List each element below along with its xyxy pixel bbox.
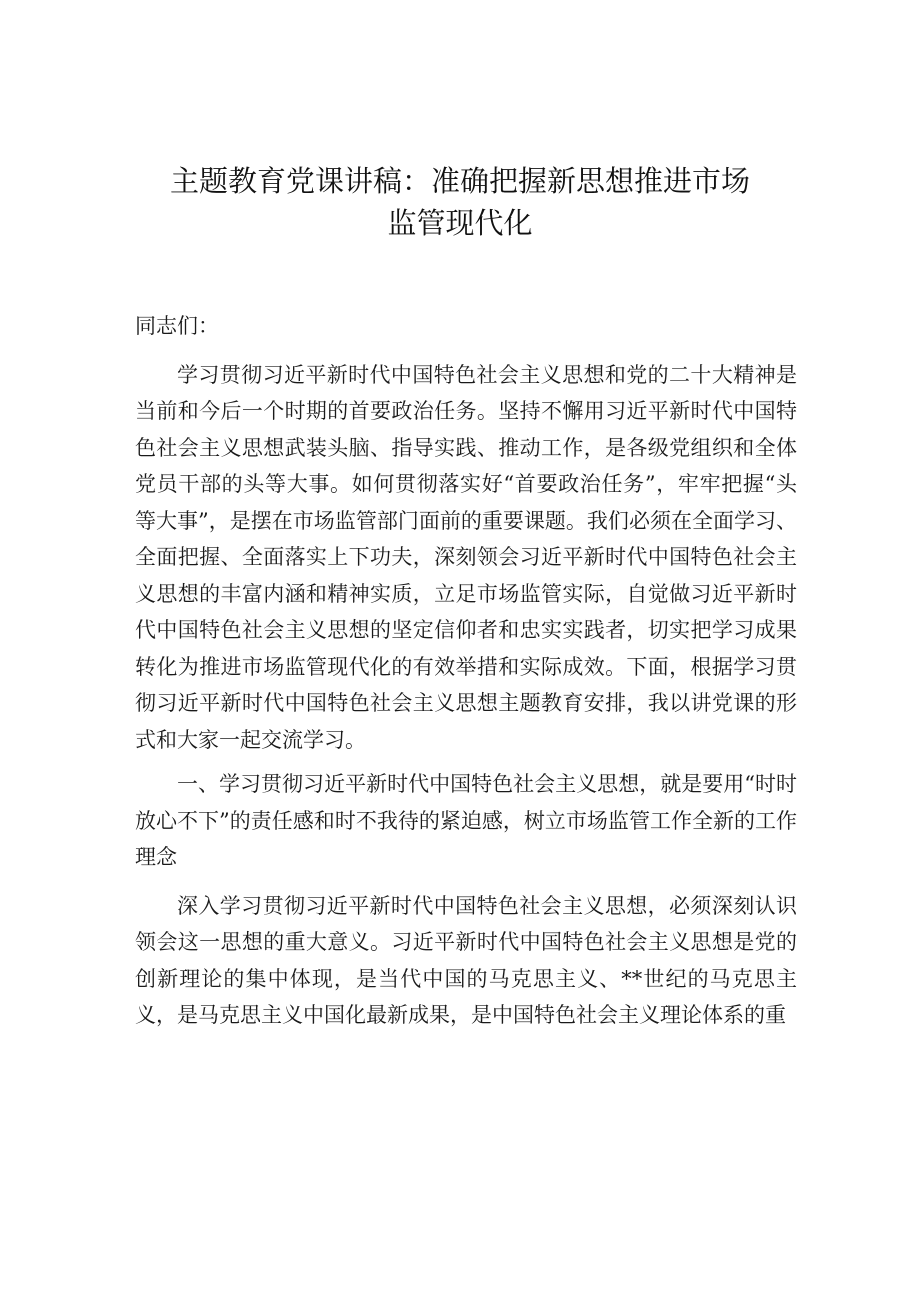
salutation: 同志们：: [135, 314, 219, 338]
document-body: [135, 308, 797, 1042]
document-title: [120, 160, 800, 244]
title-line-2: 监管现代化: [387, 206, 533, 240]
title-line-1: 主题教育党课讲稿：准确把握新思想推进市场: [169, 164, 750, 198]
section-heading-1: 一、学习贯彻习近平新时代中国特色社会主义思想，就是要用“时时放心不下”的责任感和时不我待的紧迫感，树立市场监管工作全新的工作理念: [135, 772, 797, 869]
paragraph-intro: 学习贯彻习近平新时代中国特色社会主义思想和党的二十大精神是当前和今后一个时期的首要政治任务。坚持不懈用习近平新时代中国特色社会主义思想武装头脑、指导实践、推动工作，是各级党组织和全体党员干部的头等大事。如何贯彻落实好“首要政治任务”，牢牢把握“头等大事”，是摆在市场监管部门面前的重要课题。我们必须在全面学习、全面把握、全面落实上下功夫，深刻领会习近平新时代中国特色社会主义思想的丰富内涵和精神实质，立足市场监管实际，自觉做习近平新时代中国特色社会主义思想的坚定信仰者和忠实实践者，切实把学习成果转化为推进市场监管现代化的有效举措和实际成效。下面，根据学习贯彻习近平新时代中国特色社会主义思想主题教育安排，我以讲党课的形式和大家一起交流学习。: [135, 362, 797, 752]
paragraph-section-1: 深入学习贯彻习近平新时代中国特色社会主义思想，必须深刻认识领会这一思想的重大意义。习近平新时代中国特色社会主义思想是党的创新理论的集中体现，是当代中国的马克思主义、**世纪的马克思主义，是马克思主义中国化最新成果，是中国特色社会主义理论体系的重: [135, 893, 797, 1027]
